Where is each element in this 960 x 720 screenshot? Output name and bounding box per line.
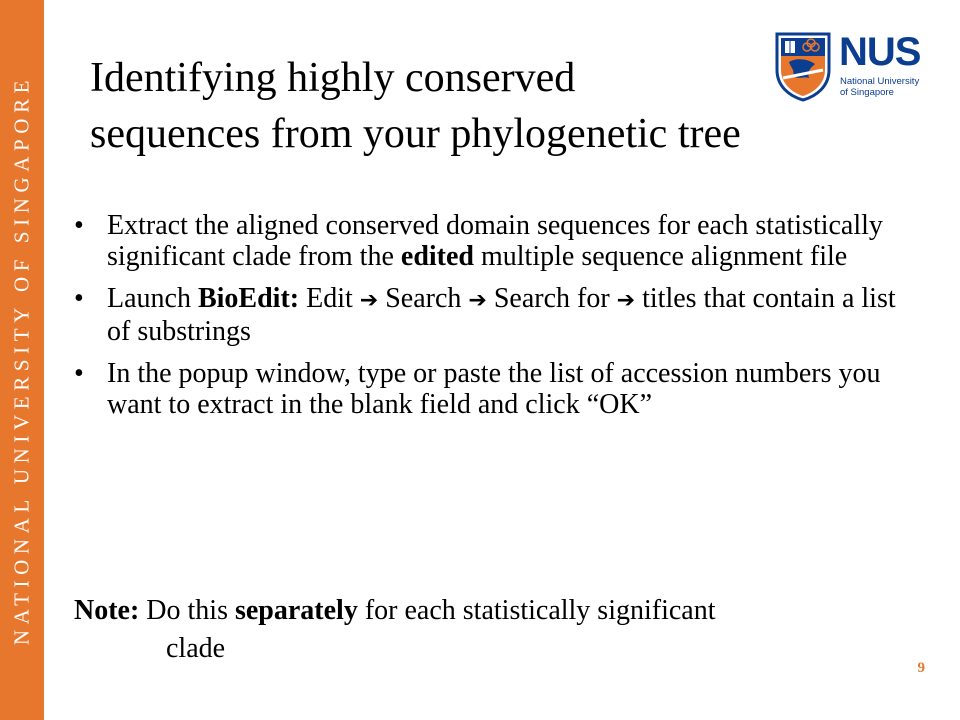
- menu-step-titles: titles that contain a list of substrings: [107, 283, 896, 347]
- menu-step-search-for: Search for: [486, 283, 617, 314]
- bullet-list: [74, 210, 914, 431]
- bullet-bold: edited: [400, 241, 474, 272]
- university-side-banner: [0, 0, 44, 720]
- bullet-item-popup: [74, 358, 914, 420]
- bullet-text: Extract the aligned conserved domain sequences for each statistically significant clade from the: [107, 210, 883, 272]
- nus-crest-icon: [773, 30, 833, 102]
- note-bold: separately: [234, 595, 358, 626]
- bullet-text: Launch: [107, 283, 198, 314]
- title-line-2: sequences from your phylogenetic tree: [90, 111, 741, 157]
- bullet-text: In the popup window, type or paste the list of accession numbers you want to extract in the blank field and click “OK”: [107, 358, 881, 420]
- note-line-2: clade: [166, 633, 226, 664]
- menu-step-edit: Edit: [299, 283, 360, 314]
- bullet-text: multiple sequence alignment file: [474, 241, 848, 272]
- menu-step-search: Search: [378, 283, 469, 314]
- arrow-right-icon: ➔: [359, 288, 379, 313]
- bullet-icon: •: [74, 210, 84, 241]
- logo-subtitle: [840, 76, 919, 98]
- note-paragraph: [74, 592, 914, 668]
- bullet-bold: BioEdit:: [197, 283, 300, 314]
- note-label: Note:: [74, 595, 140, 626]
- note-text: Do this: [139, 595, 235, 626]
- arrow-right-icon: ➔: [616, 288, 636, 313]
- logo-wordmark: NUS: [839, 30, 921, 74]
- title-line-1: Identifying highly conserved: [90, 55, 576, 101]
- bullet-item-extract: [74, 210, 914, 272]
- bullet-item-launch: [74, 283, 914, 347]
- arrow-right-icon: ➔: [468, 288, 487, 313]
- bullet-icon: •: [74, 283, 84, 314]
- page-number: 9: [917, 660, 925, 676]
- logo-subtitle-line-2: of Singapore: [840, 87, 894, 98]
- nus-logo: [773, 30, 933, 102]
- bullet-icon: •: [74, 358, 84, 389]
- side-banner-text: NATIONAL UNIVERSITY OF SINGAPORE: [9, 74, 34, 646]
- note-text: for each statistically significant: [357, 595, 716, 626]
- logo-subtitle-line-1: National University: [840, 76, 920, 87]
- slide-title: [90, 50, 790, 162]
